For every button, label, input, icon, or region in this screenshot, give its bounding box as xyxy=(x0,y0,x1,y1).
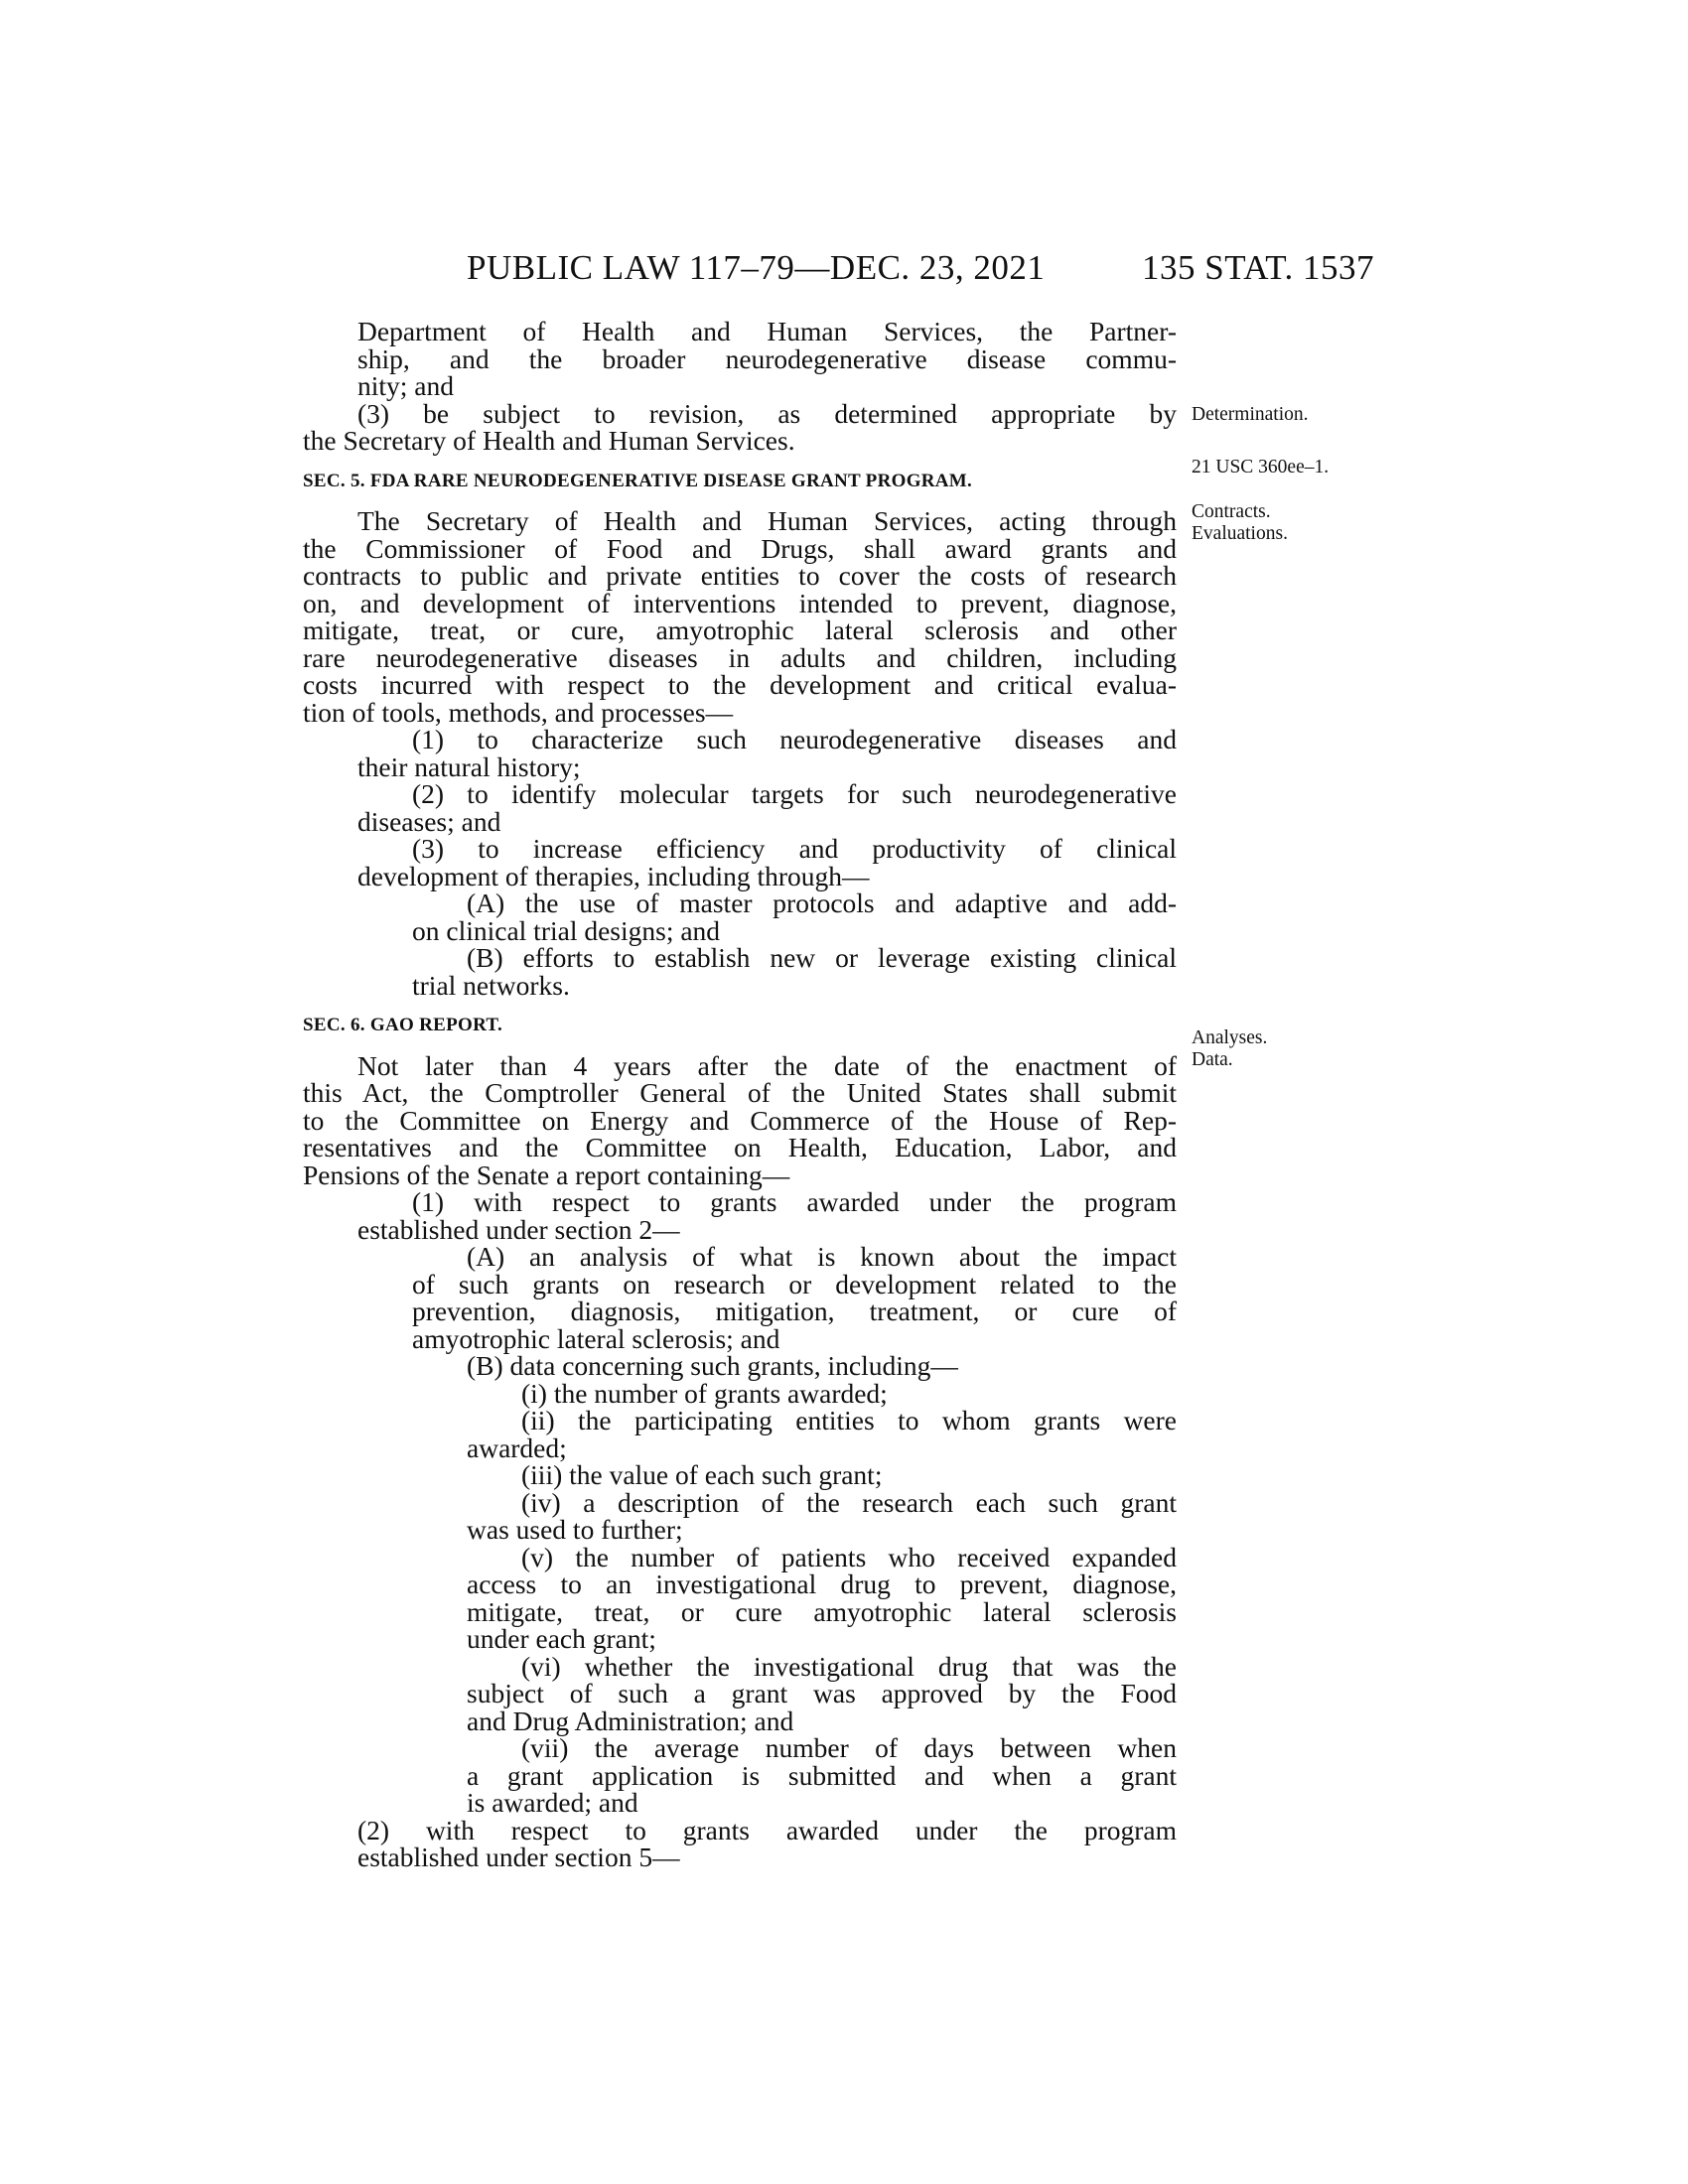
text-line: established under section 2— xyxy=(357,1213,680,1245)
text-line: on clinical trial designs; and xyxy=(412,914,721,946)
text-line: resentatives and the Committee on Health, Education, Labor, and xyxy=(303,1132,1177,1162)
text-line: diseases; and xyxy=(357,805,501,837)
text-line: contracts to public and private entities to cover the costs of research xyxy=(303,560,1177,591)
margin-note-contracts: Contracts. xyxy=(1192,501,1271,522)
text-line: access to an investigational drug to prevent, diagnose, xyxy=(467,1569,1177,1599)
text-line: (3) be subject to revision, as determined appropriate by xyxy=(357,397,1177,429)
text-line: The Secretary of Health and Human Services, acting through xyxy=(357,505,1177,536)
text-line: (1) with respect to grants awarded under the program xyxy=(412,1186,1177,1217)
text-line: (3) to increase efficiency and productivity of clinical xyxy=(412,833,1177,864)
text-line: (ii) the participating entities to whom grants were xyxy=(521,1405,1177,1435)
text-line: Department of Health and Human Services, the Partner- xyxy=(357,316,1177,346)
text-line: (iv) a description of the research each such grant xyxy=(521,1486,1177,1518)
stat-page-number: 135 STAT. 1537 xyxy=(1142,248,1374,287)
text-line: (2) with respect to grants awarded under the program xyxy=(357,1814,1177,1845)
text-line: subject of such a grant was approved by the Food xyxy=(467,1678,1177,1708)
text-line: this Act, the Comptroller General of the United States shall submit xyxy=(303,1077,1177,1108)
text-line: rare neurodegenerative diseases in adults and children, including xyxy=(303,641,1177,673)
text-line: established under section 5— xyxy=(357,1842,680,1872)
text-line: of such grants on research or development related to the xyxy=(412,1268,1177,1299)
margin-note-analyses: Analyses. xyxy=(1192,1027,1268,1048)
text-line: (v) the number of patients who received expanded xyxy=(521,1541,1177,1572)
margin-note-usc: 21 USC 360ee–1. xyxy=(1192,457,1330,478)
text-line: is awarded; and xyxy=(467,1787,638,1818)
text-line: tion of tools, methods, and processes— xyxy=(303,696,734,728)
body-text xyxy=(303,318,1177,1871)
text-line: (A) the use of master protocols and adaptive and add- xyxy=(467,887,1177,918)
margin-note-determination: Determination. xyxy=(1192,404,1309,425)
text-line: (2) to identify molecular targets for such neurodegenerative xyxy=(412,778,1177,809)
text-line: mitigate, treat, or cure, amyotrophic lateral sclerosis and other xyxy=(303,614,1177,645)
text-line: development of therapies, including through— xyxy=(357,860,870,891)
text-line: and Drug Administration; and xyxy=(467,1705,794,1736)
text-line: nity; and xyxy=(357,370,455,401)
text-line: (A) an analysis of what is known about the impact xyxy=(467,1241,1177,1272)
text-line: under each grant; xyxy=(467,1623,656,1654)
text-line: was used to further; xyxy=(467,1514,683,1545)
text-line: (B) efforts to establish new or leverage existing clinical xyxy=(467,942,1177,973)
text-line: (i) the number of grants awarded; xyxy=(521,1377,888,1409)
text-line: amyotrophic lateral sclerosis; and xyxy=(412,1322,780,1354)
text-line: a grant application is submitted and when a grant xyxy=(467,1759,1177,1791)
text-line: Not later than 4 years after the date of the enactment of xyxy=(357,1049,1177,1081)
text-line: (vi) whether the investigational drug that was the xyxy=(521,1650,1177,1682)
text-line: mitigate, treat, or cure amyotrophic lateral sclerosis xyxy=(467,1595,1177,1627)
text-line: the Secretary of Health and Human Services. xyxy=(303,425,795,456)
page-header xyxy=(0,248,1688,298)
section-6-heading: SEC. 6. GAO REPORT. xyxy=(303,1015,503,1035)
text-line: Pensions of the Senate a report containing— xyxy=(303,1159,790,1190)
text-line: on, and development of interventions intended to prevent, diagnose, xyxy=(303,587,1177,618)
text-line: prevention, diagnosis, mitigation, treatment, or cure of xyxy=(412,1296,1177,1326)
text-line: their natural history; xyxy=(357,751,581,782)
text-line: costs incurred with respect to the development and critical evalua- xyxy=(303,669,1177,700)
text-line: the Commissioner of Food and Drugs, shall award grants and xyxy=(303,532,1177,564)
running-head: PUBLIC LAW 117–79—DEC. 23, 2021 xyxy=(467,248,1046,287)
text-line: awarded; xyxy=(467,1432,567,1463)
text-line: to the Committee on Energy and Commerce of the House of Rep- xyxy=(303,1104,1177,1136)
text-line: (iii) the value of each such grant; xyxy=(521,1459,883,1490)
margin-note-evaluations: Evaluations. xyxy=(1192,523,1288,544)
text-line: (vii) the average number of days between when xyxy=(521,1732,1177,1763)
text-line: (B) data concerning such grants, including— xyxy=(467,1350,958,1381)
text-line: trial networks. xyxy=(412,969,570,1001)
section-5-heading: SEC. 5. FDA RARE NEURODEGENERATIVE DISEASE GRANT PROGRAM. xyxy=(303,470,973,491)
text-line: (1) to characterize such neurodegenerative diseases and xyxy=(412,724,1177,754)
margin-note-data: Data. xyxy=(1192,1049,1233,1070)
text-line: ship, and the broader neurodegenerative disease commu- xyxy=(357,342,1177,374)
